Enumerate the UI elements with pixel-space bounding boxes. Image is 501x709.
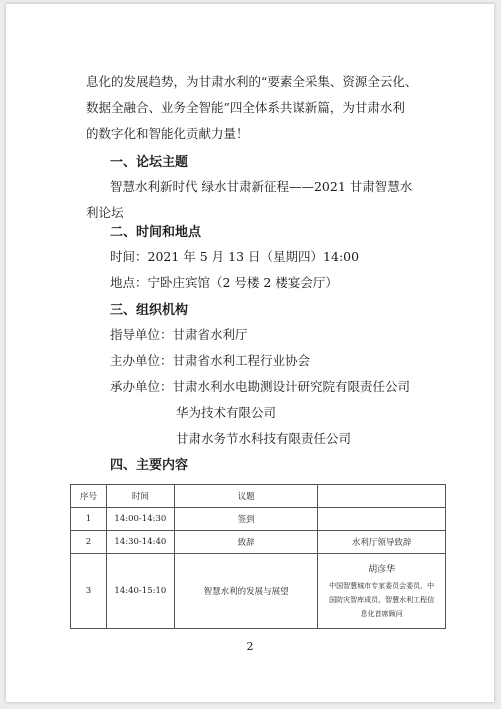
section-2-heading: 二、时间和地点: [110, 225, 202, 240]
organizer-unit-3: 甘肃水务节水科技有限责任公司: [176, 431, 352, 446]
intro-line-2: 数据全融合、业务全智能”四全体系共谋新篇，为甘肃水利: [86, 100, 405, 115]
organizer-unit-2: 华为技术有限公司: [176, 405, 277, 420]
guide-unit: 指导单位：甘肃省水利厅: [110, 327, 248, 342]
forum-theme-line-1: 智慧水利新时代 绿水甘肃新征程——2021 甘肃智慧水: [110, 179, 413, 194]
speaker-title-line-2: 国防灾智库成员、智慧水利工程信: [329, 595, 435, 604]
event-place: 地点：宁卧庄宾馆（2 号楼 2 楼宴会厅）: [110, 275, 338, 290]
row-speaker: 水利厅领导致辞: [318, 531, 446, 554]
organizer-unit: 承办单位：甘肃水利水电勘测设计研究院有限责任公司: [110, 379, 411, 394]
document-page: [6, 4, 494, 702]
row-time: 14:00-14:30: [106, 508, 174, 531]
table-row: [71, 508, 446, 531]
row-no: 3: [71, 554, 107, 629]
table-row: [71, 554, 446, 629]
header-speaker: [318, 485, 446, 508]
agenda-table: [70, 484, 446, 629]
header-no: 序号: [71, 485, 107, 508]
table-row: [71, 531, 446, 554]
section-1-heading: 一、论坛主题: [110, 155, 189, 170]
row-no: 1: [71, 508, 107, 531]
speaker-name: 胡彦华: [368, 564, 396, 575]
section-4-heading: 四、主要内容: [110, 458, 189, 473]
host-unit: 主办单位：甘肃省水利工程行业协会: [110, 353, 311, 368]
row-time: 14:40-15:10: [106, 554, 174, 629]
row-topic: 签到: [174, 508, 318, 531]
row-topic: 致辞: [174, 531, 318, 554]
event-time: 时间：2021 年 5 月 13 日（星期四）14:00: [110, 249, 360, 264]
forum-theme-line-2: 利论坛: [86, 205, 124, 220]
intro-line-3: 的数字化和智能化贡献力量！: [86, 126, 249, 141]
row-no: 2: [71, 531, 107, 554]
header-time: 时间: [106, 485, 174, 508]
row-speaker-cell: [318, 554, 446, 629]
row-time: 14:30-14:40: [106, 531, 174, 554]
section-3-heading: 三、组织机构: [110, 303, 189, 318]
header-topic: 议题: [174, 485, 318, 508]
speaker-title-line-3: 息化首席顾问: [360, 609, 403, 618]
row-speaker: [318, 508, 446, 531]
row-topic: 智慧水利的发展与展望: [174, 554, 318, 629]
page-number: 2: [246, 640, 254, 653]
speaker-title-line-1: 中国智慧城市专家委员会委员、中: [329, 581, 435, 590]
intro-line-1: 息化的发展趋势，为甘肃水利的“要素全采集、资源全云化、: [86, 74, 418, 89]
agenda-header-row: [71, 485, 446, 508]
